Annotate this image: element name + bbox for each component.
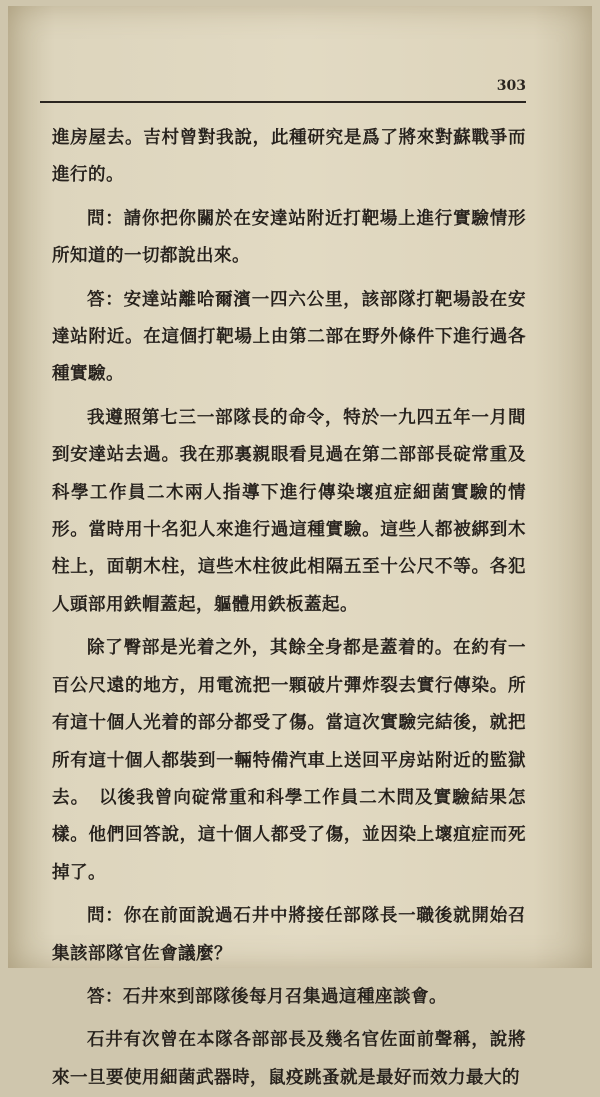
paragraph: 石井有次曾在本隊各部部長及幾名官佐面前聲稱，說將來一旦要使用細菌武器時，鼠疫跳蚤就是最好而效力最大的 [52,1030,526,1088]
header-rule [40,101,526,103]
paragraph: 除了臀部是光着之外，其餘全身都是蓋着的。在約有一百公尺遠的地方，用電流把一顆破片彈炸裂去實行傳染。所有這十個人光着的部分都受了傷。當這次實驗完結後，就把所有這十個人都裝到一輛特備汽車上送回平房站附近的監獄去。 以後我曾向碇常重和科學工作員二木問及實驗結果怎樣。他們回答說，這十個人都受了傷，並因染上壞疽症而死掉了。 [52,638,526,883]
page-number: 303 [496,78,526,94]
paragraph: 答：石井來到部隊後每月召集過這種座談會。 [87,986,447,1007]
body-text [52,120,526,1097]
paragraph: 問：請你把你關於在安達站附近打靶場上進行實驗情形所知道的一切都說出來。 [52,208,526,267]
paragraph: 我遵照第七三一部隊長的命令，特於一九四五年一月間到安達站去過。我在那裏親眼看見過在第二部部長碇常重及科學工作員二木兩人指導下進行傳染壞疽症細菌實驗的情形。當時用十名犯人來進行過這種實驗。這些人都被綁到木柱上，面朝木柱，這些木柱彼此相隔五至十公尺不等。各犯人頭部用鉄帽蓋起，軀體用鉄板蓋起。 [52,407,526,615]
paragraph: 答：安達站離哈爾濱一四六公里，該部隊打靶場設在安達站附近。在這個打靶場上由第二部在野外條件下進行過各種實驗。 [52,289,526,385]
paragraph: 問：你在前面說過石井中將接任部隊長一職後就開始召集該部隊官佐會議麼？ [52,906,526,964]
paragraph: 進房屋去。吉村曾對我說，此種研究是爲了將來對蘇戰爭而進行的。 [52,128,526,186]
book-page [8,6,592,1088]
